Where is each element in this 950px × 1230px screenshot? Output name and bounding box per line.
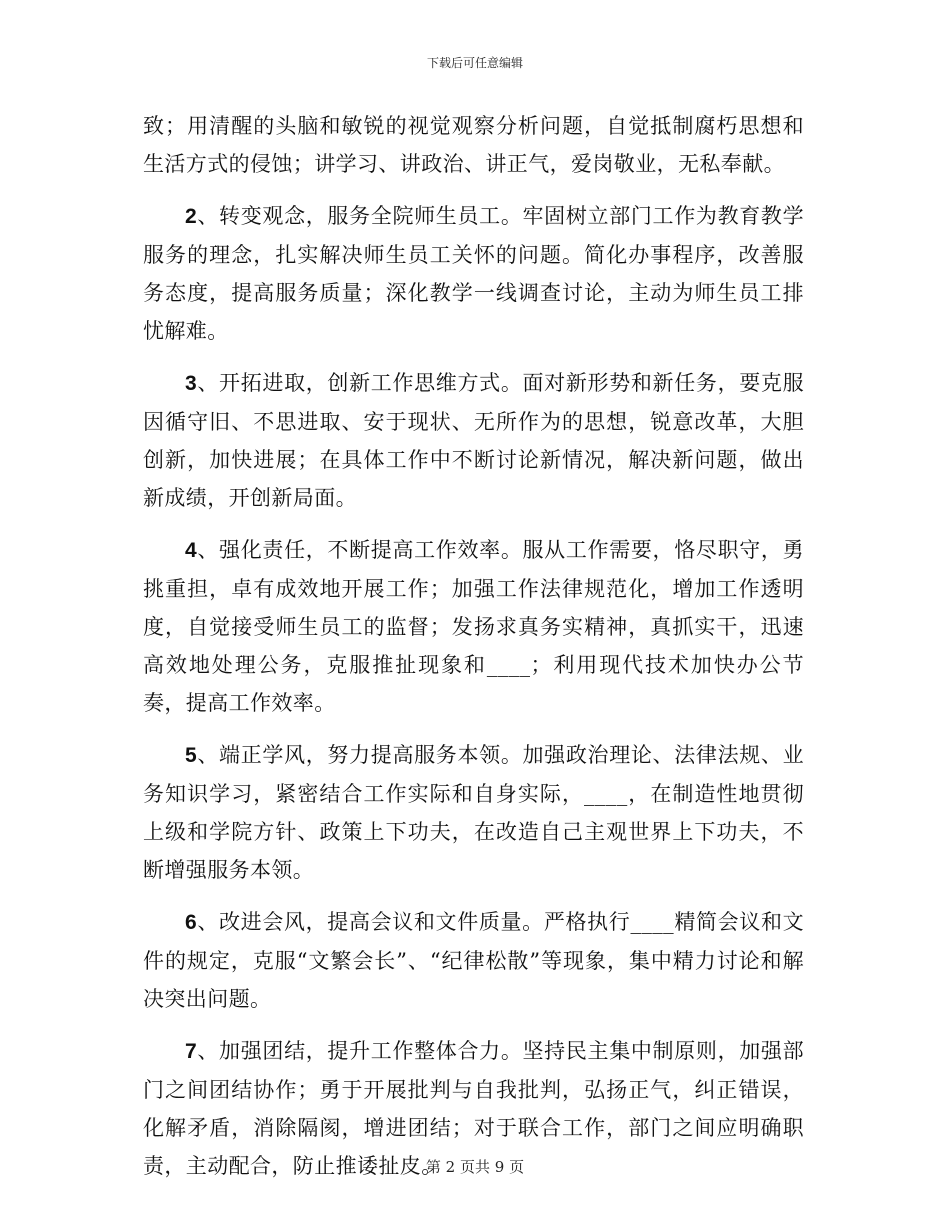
paragraph-text: 、加强团结，提升工作整体合力。坚持民主集中制原则，加强部门之间团结协作；勇于开展批判与自我批判，弘扬正气，纠正错误，化解矛盾，消除隔阂，增进团结；对于联合工作，部门之间应明确职责，主动配合，防止推诿扯皮。 <box>143 1039 804 1178</box>
paragraph-text: 、开拓进取，创新工作思维方式。面对新形势和新任务，要克服因循守旧、不思进取、安于现状、无所作为的思想，锐意改革，大胆创新，加快进展；在具体工作中不断讨论新情况，解决新问题，做出新成绩，开创新局面。 <box>143 371 804 510</box>
paragraph-text: 致；用清醒的头脑和敏锐的视觉观察分析问题，自觉抵制腐朽思想和生活方式的侵蚀；讲学习、讲政治、讲正气，爱岗敬业，无私奉献。 <box>143 114 804 176</box>
paragraph-text: 、端正学风，努力提高服务本领。加强政治理论、法律法规、业务知识学习，紧密结合工作实际和自身实际，____，在制造性地贯彻上级和学院方针、政策上下功夫，在改造自己主观世界上下功夫，不断增强服务本领。 <box>143 743 804 882</box>
paragraph-item-6 <box>143 903 804 1018</box>
paragraph-item-2 <box>143 197 804 350</box>
paragraph-continuation <box>143 107 804 183</box>
paragraph-item-5 <box>143 736 804 889</box>
item-number: 3 <box>185 372 198 395</box>
paragraph-item-4 <box>143 531 804 722</box>
paragraph-text: 、转变观念，服务全院师生员工。牢固树立部门工作为教育教学服务的理念，扎实解决师生员工关怀的问题。简化办事程序，改善服务态度，提高服务质量；深化教学一线调查讨论，主动为师生员工排忧解难。 <box>143 204 804 343</box>
page-footer: 第 2 页共 9 页 <box>425 1158 525 1176</box>
page-header: 下载后可任意编辑 <box>426 56 523 70</box>
paragraph-text: 、强化责任，不断提高工作效率。服从工作需要，恪尽职守，勇挑重担，卓有成效地开展工作；加强工作法律规范化，增加工作透明度，自觉接受师生员工的监督；发扬求真务实精神，真抓实干，迅速高效地处理公务，克服推扯现象和____；利用现代技术加快办公节奏，提高工作效率。 <box>143 538 804 715</box>
item-number: 5 <box>185 744 198 767</box>
item-number: 7 <box>185 1040 198 1063</box>
paragraph-text: 、改进会风，提高会议和文件质量。严格执行____精简会议和文件的规定，克服“文繁会长”、“纪律松散”等现象，集中精力讨论和解决突出问题。 <box>143 910 804 1011</box>
item-number: 4 <box>185 539 198 562</box>
item-number: 2 <box>185 205 198 228</box>
paragraph-item-3 <box>143 364 804 517</box>
document-body <box>143 107 804 1199</box>
item-number: 6 <box>185 911 198 934</box>
